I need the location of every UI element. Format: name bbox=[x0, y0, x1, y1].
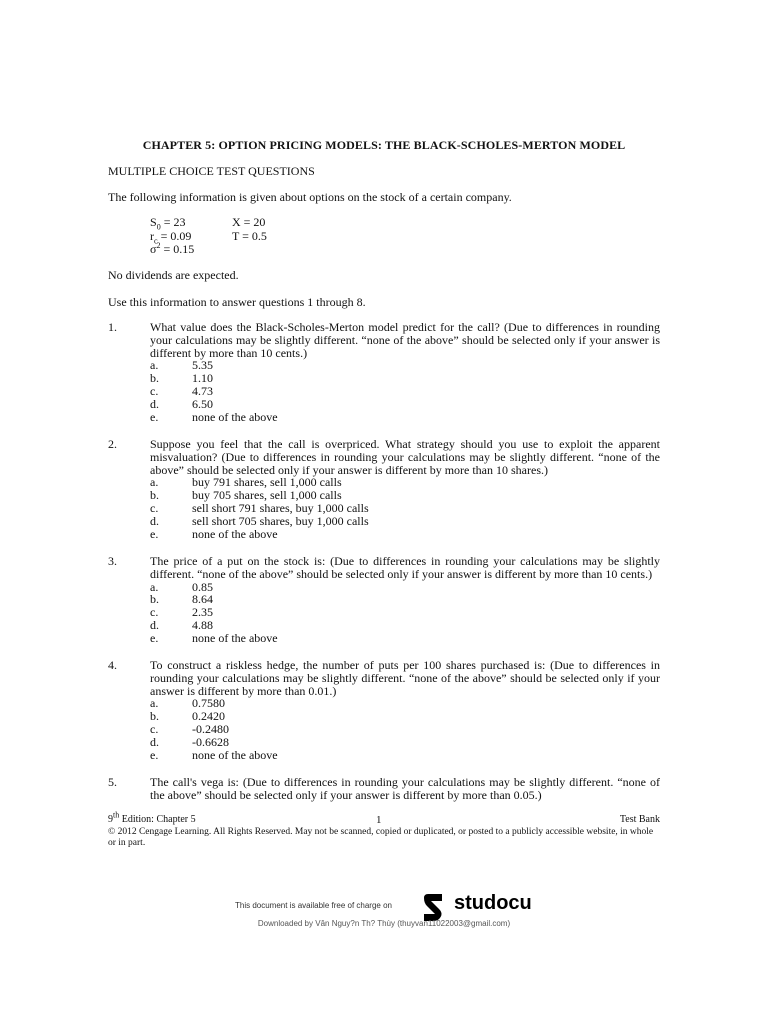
use-info-text: Use this information to answer questions 1 through 8. bbox=[108, 295, 366, 309]
question-text: What value does the Black-Scholes-Merton model predict for the call? (Due to differences in rounding your calculations may be slightly different. “none of the above” should be selected only if your answer is different by more than 10 cents.) bbox=[150, 320, 660, 360]
option-d: d. sell short 705 shares, buy 1,000 calls bbox=[150, 513, 369, 528]
rc-value: $r_c = 0.09$ bbox=[150, 228, 192, 245]
question-1 bbox=[108, 321, 660, 423]
chapter-title: CHAPTER 5: OPTION PRICING MODELS: THE BLACK-SCHOLES-MERTON MODEL bbox=[142, 138, 626, 152]
s0-value: $S_0 = 23$ bbox=[150, 215, 186, 232]
t-value: T = 0.5 bbox=[232, 228, 267, 243]
question-5 bbox=[108, 776, 660, 802]
question-2 bbox=[108, 438, 660, 540]
option-c: c. 2.35 bbox=[150, 605, 213, 620]
option-e: e. none of the above bbox=[150, 630, 278, 645]
no-dividends-text: No dividends are expected. bbox=[108, 268, 239, 282]
option-a: a. buy 791 shares, sell 1,000 calls bbox=[150, 475, 342, 490]
question-3 bbox=[108, 555, 660, 645]
option-a: a. 0.85 bbox=[150, 579, 213, 594]
question-number: 3. bbox=[108, 554, 117, 568]
option-e: e. none of the above bbox=[150, 526, 278, 541]
option-b: b. buy 705 shares, sell 1,000 calls bbox=[150, 488, 342, 503]
question-text: Suppose you feel that the call is overpriced. What strategy should you use to exploit the apparent misvaluation? (Due to differences in rounding your calculations may be slightly different. “none of the above” should be selected only if your answer is different by more than 10 shares.) bbox=[150, 437, 660, 477]
option-c: c. sell short 791 shares, buy 1,000 calls bbox=[150, 500, 369, 515]
copyright-notice: © 2012 Cengage Learning. All Rights Reserved. May not be scanned, copied or duplicated, or posted to a publicly accessible website, in whole or in part. bbox=[108, 827, 654, 848]
intro-text: The following information is given about options on the stock of a certain company. bbox=[108, 190, 512, 204]
studocu-logo-text: studocu bbox=[454, 892, 532, 914]
section-heading: MULTIPLE CHOICE TEST QUESTIONS bbox=[108, 164, 315, 178]
option-d: d. -0.6628 bbox=[150, 734, 229, 749]
question-text: The call's vega is: (Due to differences in rounding your calculations may be slightly different. “none of the above” should be selected only if your answer is different by more than 0.05.) bbox=[150, 775, 660, 802]
studocu-logo-icon bbox=[420, 892, 450, 922]
edition-label: 9th Edition: Chapter 5 bbox=[108, 810, 196, 825]
option-d: d. 6.50 bbox=[150, 396, 213, 411]
question-number: 5. bbox=[108, 775, 117, 789]
option-b: b. 1.10 bbox=[150, 371, 213, 386]
option-d: d. 4.88 bbox=[150, 617, 213, 632]
question-number: 1. bbox=[108, 320, 117, 334]
test-bank-label: Test Bank bbox=[619, 814, 660, 825]
option-b: b. 0.2420 bbox=[150, 709, 225, 724]
question-text: The price of a put on the stock is: (Due to differences in rounding your calculations may be slightly different. “none of the above” should be selected only if your answer is different by more than 10 cents.) bbox=[150, 554, 660, 581]
question-number: 2. bbox=[108, 437, 117, 451]
availability-text: This document is available free of charge on bbox=[235, 901, 392, 910]
option-c: c. -0.2480 bbox=[150, 721, 229, 736]
question-4 bbox=[108, 659, 660, 761]
downloaded-by-text: Downloaded by Vân Nguy?n Th? Thùy (thuyvan11022003@gmail.com) bbox=[257, 919, 511, 928]
question-number: 4. bbox=[108, 658, 117, 672]
given-values bbox=[150, 215, 267, 257]
sigma-value: $\sigma^2 = 0.15$ bbox=[150, 241, 195, 256]
option-e: e. none of the above bbox=[150, 747, 278, 762]
question-text: To construct a riskless hedge, the number of puts per 100 shares purchased is: (Due to differences in rounding your calculations may be slightly different. “none of the above” should be selected only if your answer is different by more than 0.01.) bbox=[150, 658, 660, 698]
studocu-logo[interactable] bbox=[420, 892, 538, 922]
page-number: 1 bbox=[376, 814, 382, 826]
option-c: c. 4.73 bbox=[150, 383, 213, 398]
x-value: X = 20 bbox=[232, 215, 266, 229]
option-a: a. 0.7580 bbox=[150, 696, 225, 711]
page-footer bbox=[108, 810, 660, 849]
option-a: a. 5.35 bbox=[150, 358, 213, 373]
option-e: e. none of the above bbox=[150, 409, 278, 424]
option-b: b. 8.64 bbox=[150, 592, 213, 607]
